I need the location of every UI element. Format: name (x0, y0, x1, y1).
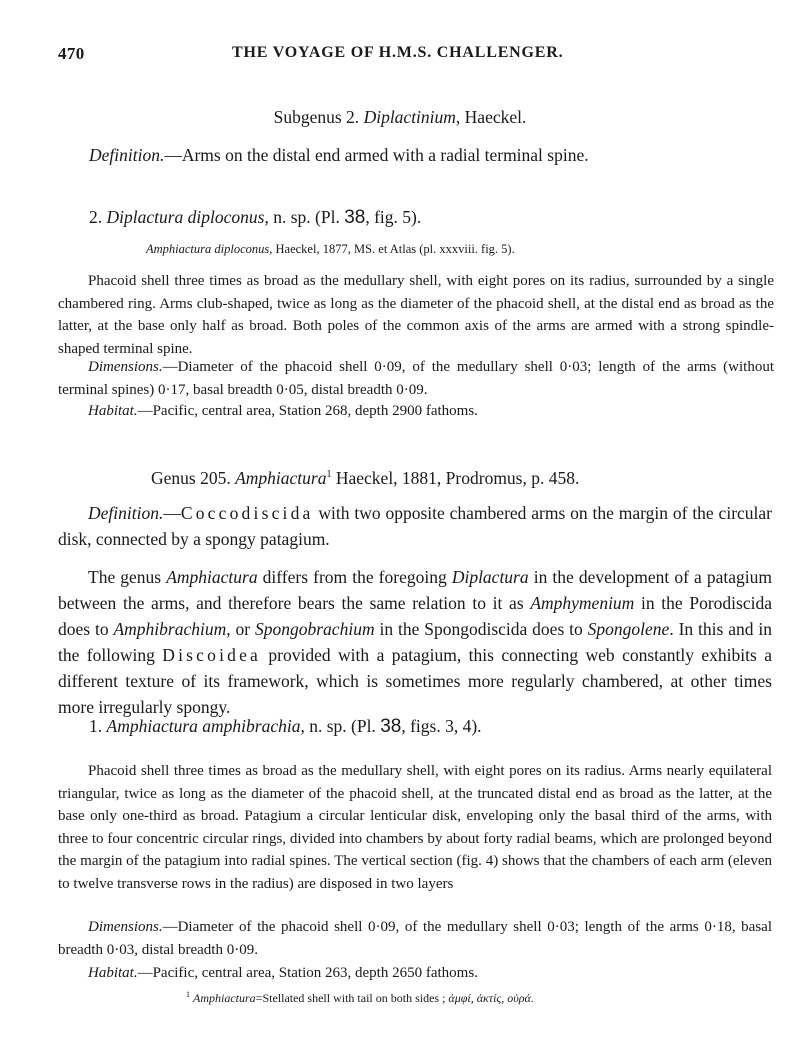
species-description-2: Phacoid shell three times as broad as the medullary shell, with eight pores on its radius. Arms nearly equilateral triangular, twice as long as the diameter of the phacoid shell, at the truncated distal end as broad as the latter, at the base only one-third as broad. Patagium a circular lenticular disk, enveloping only the basal third of the arms, with three to four concentric circular rings, divided into chambers by about forty radial beams, which are prolonged beyond the margin of the patagium into radial spines. The vertical section (fig. 4) shows that the chambers of each arm (eleven to twelve transverse rows in the radius) are disposed in two layers (58, 763, 772, 892)
footnote-ref: 1 (326, 469, 332, 480)
greek-etymology: ἀμφί, ἀκτίς, οὐρά. (448, 991, 534, 1005)
species-heading-2: 1. Amphiactura amphibrachia, n. sp. (Pl. 38, figs. 3, 4). (89, 716, 482, 737)
running-title: THE VOYAGE OF H.M.S. CHALLENGER. (232, 44, 564, 61)
species-heading: 2. Diplactura diploconus, n. sp. (Pl. 38, fig. 5). (89, 207, 422, 228)
genus-name: Amphiactura (235, 467, 327, 488)
genus-definition: Definition.—Coccodiscida with two opposite chambered arms on the margin of the circular disk, connected by a spongy patagium. (58, 503, 772, 549)
species-name: Diplactura diploconus (106, 207, 265, 227)
footnote: $^1$ Amphiactura=Stellated shell with tail on both sides ; ἀμφί, ἀκτίς, οὐρά. (186, 990, 534, 1005)
species-habitat-2: Habitat.—Pacific, central area, Station 263, depth 2650 fathoms. (88, 965, 478, 981)
subgenus-definition: Definition.—Arms on the distal end armed with a radial terminal spine. (89, 145, 589, 165)
page-number: 470 (58, 44, 85, 63)
subgenus-heading: Subgenus 2. Diplactinium, Haeckel. (273, 107, 527, 127)
species-habitat: Habitat.—Pacific, central area, Station 268, depth 2900 fathoms. (88, 403, 478, 419)
plate-number-2: 38 (380, 716, 402, 737)
genus-discussion: The genus Amphiactura differs from the foregoing Diplactura in the development of a patagium between the arms, and therefore bears the same relation to it as Amphymenium in the Porodiscida does to Amphibrachium, or Spongobrachium in the Spongodiscida does to Spongolene. In this and in the following Discoidea provided with a patagium, this connecting web constantly exhibits a different texture of its framework, which is sometimes more regularly chambered, at other times more irregularly spongy. (58, 567, 772, 717)
species-dimensions: Dimensions.—Diameter of the phacoid shell 0·09, of the medullary shell 0·03; length of the arms (without terminal spines) 0·17, basal breadth 0·05, distal breadth 0·09. (58, 359, 774, 398)
taxon-spaced: Coccodiscida (180, 503, 314, 523)
species-dimensions-2: Dimensions.—Diameter of the phacoid shell 0·09, of the medullary shell 0·03; length of the arms 0·18, basal breadth 0·03, distal breadth 0·09. (58, 919, 772, 958)
synonymy-line: Amphiactura diploconus, Haeckel, 1877, MS. et Atlas (pl. xxxviii. fig. 5). (146, 242, 515, 256)
definition-label: Definition. (89, 145, 165, 165)
plate-number: 38 (344, 207, 366, 228)
subgenus-name: Diplactinium (363, 107, 456, 127)
species-name-2: Amphiactura amphibrachia (106, 716, 301, 736)
species-description: Phacoid shell three times as broad as the medullary shell, with eight pores on its radius, surrounded by a single chambered ring. Arms club-shaped, twice as long as the diameter of the phacoid shell, at the distal end as broad as the latter, at the base only half as broad. Both poles of the common axis of the arms are armed with a strong spindle-shaped terminal spine. (58, 273, 774, 357)
genus-heading: Genus 205. Amphiactura$^1$ Haeckel, 1881, Prodromus, p. 458. (151, 467, 580, 488)
